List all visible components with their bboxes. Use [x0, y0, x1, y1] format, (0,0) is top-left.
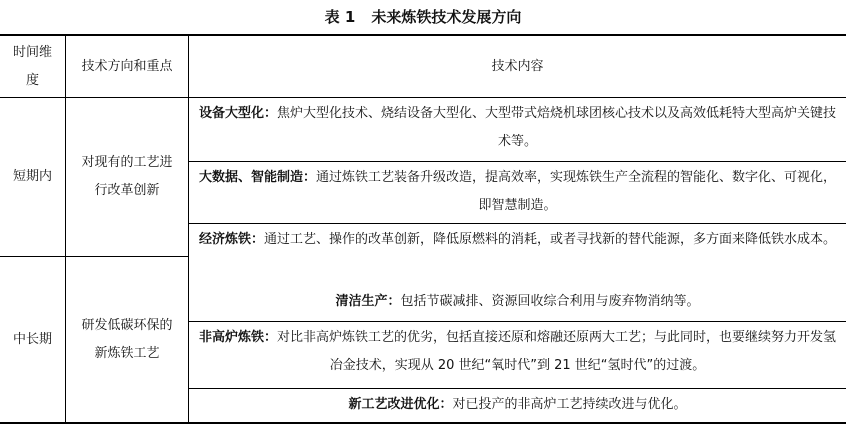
period-long-dimension: 中长期	[12, 331, 52, 347]
rule-item-1	[188, 161, 846, 162]
item-text: 对已投产的非高炉工艺持续改进与优化。	[452, 397, 687, 412]
item-label: 新工艺改进优化：	[348, 397, 453, 412]
header-dimension: 时间维度	[12, 44, 52, 88]
period-long-direction: 研发低碳环保的新炼铁工艺	[81, 317, 173, 361]
rule-item-4	[188, 388, 846, 389]
rule-item-3	[188, 321, 846, 322]
table-title	[0, 0, 846, 34]
item-process-optimization	[189, 391, 846, 419]
header-direction: 技术方向和重点	[81, 58, 173, 74]
rule-item-2	[188, 223, 846, 224]
table-number: 表 1	[324, 8, 356, 26]
item-text: 焦炉大型化技术、烧结设备大型化、大型带式焙烧机球团核心技术以及高效低耗特大型高炉关键技术等。	[277, 106, 837, 149]
item-text: 对比非高炉炼铁工艺的优劣，包括直接还原和熔融还原两大工艺；与此同时，也要继续努力开发氢冶金技术，实现从 20 世纪“氧时代”到 21 世纪“氢时代”的过渡。	[277, 330, 837, 373]
item-text: 通过炼铁工艺装备升级改造，提高效率，实现炼铁生产全流程的智能化、数字化、可视化，即智慧制造。	[316, 170, 837, 213]
tech-table	[0, 34, 846, 424]
item-text: 通过工艺、操作的改革创新，降低原燃料的消耗，或者寻找新的替代能源，多方面来降低铁水成本。	[264, 232, 837, 247]
item-label: 清洁生产：	[335, 294, 401, 309]
item-text: 包括节碳减排、资源回收综合利用与废弃物消纳等。	[400, 294, 700, 309]
item-label: 非高炉炼铁：	[198, 330, 277, 345]
item-economic-ironmaking	[189, 226, 846, 254]
table-title-text: 未来炼铁技术发展方向	[371, 8, 522, 26]
item-equipment-scaleup	[189, 100, 846, 156]
item-non-blast-furnace	[189, 324, 846, 380]
rule-bottom	[0, 422, 846, 424]
item-big-data	[189, 164, 846, 220]
period-short-dimension: 短期内	[12, 169, 52, 184]
item-clean-production	[189, 288, 846, 316]
item-label: 设备大型化：	[198, 106, 277, 121]
period-short-direction: 对现有的工艺进行改革创新	[81, 155, 173, 198]
header-content: 技术内容	[491, 58, 544, 74]
item-label: 大数据、智能制造：	[198, 170, 316, 185]
item-label: 经济炼铁：	[198, 232, 264, 247]
